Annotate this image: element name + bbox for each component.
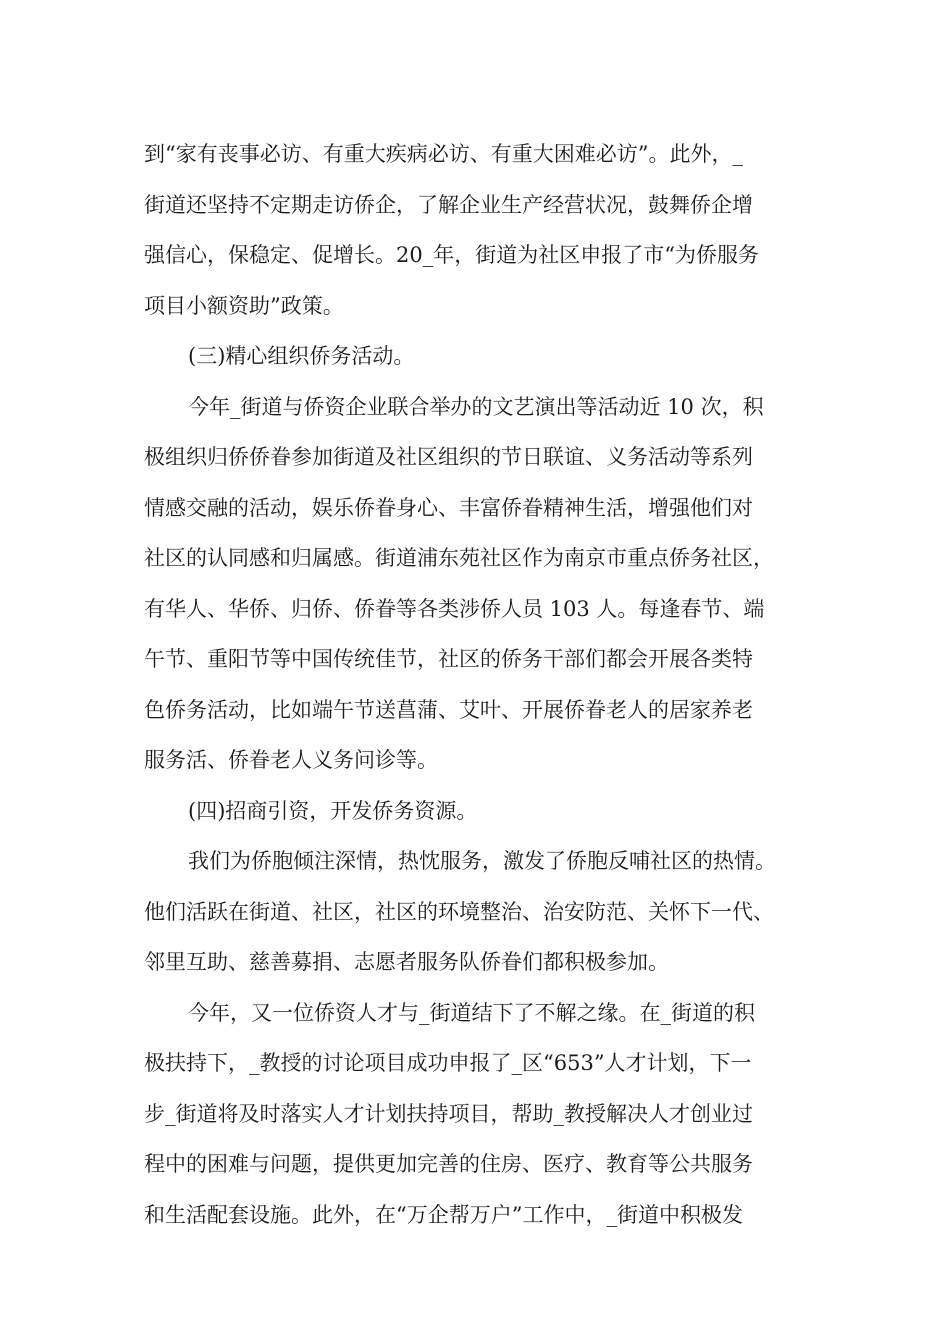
text-line: 强信心，保稳定、促增长。20_年，街道为社区申报了市“为侨服务 (144, 243, 759, 267)
text-line: 我们为侨胞倾注深情，热忱服务，激发了侨胞反哺社区的热情。 (188, 849, 776, 873)
text-line: 社区的认同感和归属感。街道浦东苑社区作为南京市重点侨务社区， (144, 546, 774, 570)
text-line: 和生活配套设施。此外，在“万企帮万户”工作中，_街道中积极发 (144, 1202, 743, 1227)
text-line: 到“家有丧事必访、有重大疾病必访、有重大困难必访”。此外，_ (144, 142, 743, 166)
text-line: 步_街道将及时落实人才计划扶持项目，帮助_教授解决人才创业过 (144, 1101, 753, 1126)
section-heading: (三)精心组织侨务活动。 (188, 344, 415, 368)
text-line: 街道还坚持不定期走访侨企，了解企业生产经营状况，鼓舞侨企增 (144, 192, 753, 217)
text-line: 有华人、华侨、归侨、侨眷等各类涉侨人员 103 人。每逢春节、端 (144, 596, 765, 621)
text-line: 极组织归侨侨眷参加街道及社区组织的节日联谊、义务活动等系列 (144, 445, 753, 469)
text-line: 他们活跃在街道、社区，社区的环境整治、治安防范、关怀下一代、 (144, 899, 774, 924)
section-heading: (四)招商引资，开发侨务资源。 (188, 798, 478, 823)
text-line: 色侨务活动，比如端午节送菖蒲、艾叶、开展侨眷老人的居家养老 (144, 697, 753, 722)
text-line: 极扶持下，_教授的讨论项目成功申报了_区“653”人才计划，下一 (144, 1051, 752, 1075)
text-line: 情感交融的活动，娱乐侨眷身心、丰富侨眷精神生活，增强他们对 (144, 495, 753, 520)
text-line: 午节、重阳节等中国传统佳节，社区的侨务干部们都会开展各类特 (144, 647, 753, 671)
text-line: 服务活、侨眷老人义务问诊等。 (144, 748, 438, 772)
text-line: 程中的困难与问题，提供更加完善的住房、医疗、教育等公共服务 (144, 1152, 753, 1176)
document-body (144, 129, 824, 1240)
text-line: 今年，又一位侨资人才与_街道结下了不解之缘。在_街道的积 (188, 1000, 755, 1025)
text-line: 项目小额资助”政策。 (144, 293, 344, 318)
text-line: 今年_街道与侨资企业联合举办的文艺演出等活动近 10 次，积 (188, 394, 764, 419)
text-line: 邻里互助、慈善募捐、志愿者服务队侨眷们都积极参加。 (144, 950, 669, 974)
